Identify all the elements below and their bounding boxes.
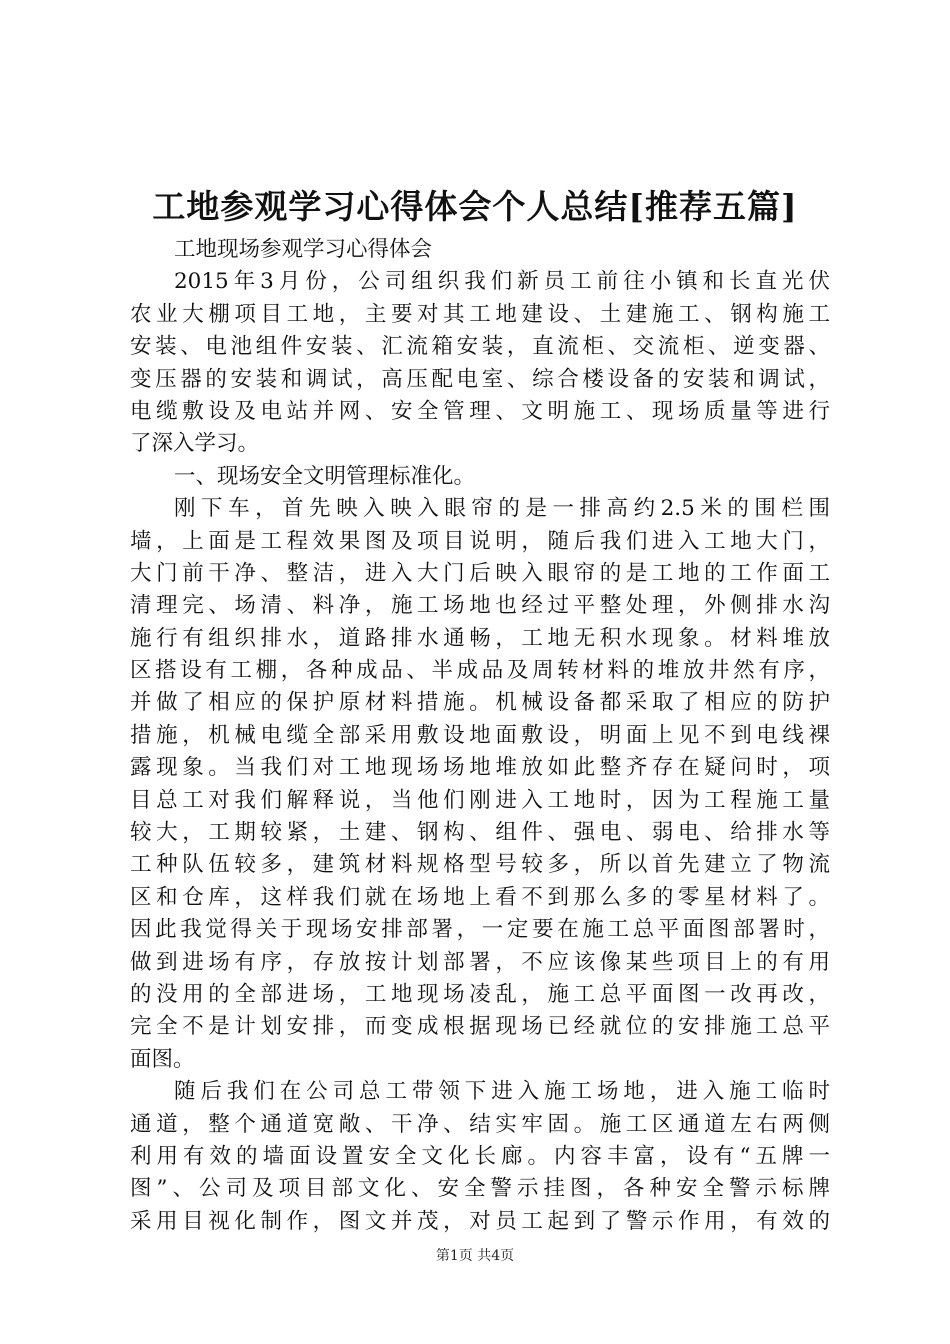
paragraph-line: 了深入学习。 xyxy=(130,431,260,457)
page-number: 第1页 共4页 xyxy=(435,1248,515,1264)
paragraph-line: 较大，工期较紧，土建、钢构、组件、强电、弱电、给排水等 xyxy=(130,820,830,846)
paragraph-line: 安装、电池组件安装、汇流箱安装，直流柜、交流柜、逆变器、 xyxy=(130,334,830,360)
section-heading: 一、现场安全文明管理标准化。 xyxy=(174,463,476,489)
paragraph-line: 目总工对我们解释说，当他们刚进入工地时，因为工程施工量 xyxy=(130,787,830,813)
paragraph-line: 做到进场有序，存放按计划部署，不应该像某些项目上的有用 xyxy=(130,949,830,975)
paragraph-line: 区和仓库，这样我们就在场地上看不到那么多的零星材料了。 xyxy=(130,884,830,910)
document-title: 工地参观学习心得体会个人总结[推荐五篇] xyxy=(152,187,798,226)
paragraph-line: 刚下车，首先映入映入眼帘的是一排高约2.5米的围栏围 xyxy=(174,496,830,522)
paragraph-line: 的没用的全部进场，工地现场凌乱，施工总平面图一改再改， xyxy=(130,981,830,1007)
paragraph-line: 大门前干净、整洁，进入大门后映入眼帘的是工地的工作面工 xyxy=(130,560,830,586)
paragraph-line: 利用有效的墙面设置安全文化长廊。内容丰富，设有“五牌一 xyxy=(130,1143,830,1169)
paragraph-line: 通道，整个通道宽敞、干净、结实牢固。施工区通道左右两侧 xyxy=(130,1111,830,1137)
paragraph-line: 图”、公司及项目部文化、安全警示挂图，各种安全警示标牌 xyxy=(130,1176,830,1202)
paragraph-line: 区搭设有工棚，各种成品、半成品及周转材料的堆放井然有序， xyxy=(130,658,830,684)
paragraph-line: 清理完、场清、料净，施工场地也经过平整处理，外侧排水沟 xyxy=(130,593,830,619)
paragraph-line: 随后我们在公司总工带领下进入施工场地，进入施工临时 xyxy=(174,1079,830,1105)
paragraph-line: 并做了相应的保护原材料措施。机械设备都采取了相应的防护 xyxy=(130,690,830,716)
section-heading: 工地现场参观学习心得体会 xyxy=(174,237,433,262)
paragraph-line: 2015年3月份，公司组织我们新员工前往小镇和长直光伏 xyxy=(174,269,830,295)
paragraph-line: 措施，机械电缆全部采用敷设地面敷设，明面上见不到电线裸 xyxy=(130,722,830,748)
document-body xyxy=(130,234,830,1238)
paragraph-line: 墙，上面是工程效果图及项目说明，随后我们进入工地大门， xyxy=(130,528,830,554)
paragraph-line: 变压器的安装和调试，高压配电室、综合楼设备的安装和调试， xyxy=(130,366,830,392)
paragraph-line: 面图。 xyxy=(130,1046,195,1072)
paragraph-line: 因此我觉得关于现场安排部署，一定要在施工总平面图部署时， xyxy=(130,917,830,943)
paragraph-line: 采用目视化制作，图文并茂，对员工起到了警示作用，有效的 xyxy=(130,1208,830,1234)
paragraph-line: 工种队伍较多，建筑材料规格型号较多，所以首先建立了物流 xyxy=(130,852,830,878)
paragraph-line: 完全不是计划安排，而变成根据现场已经就位的安排施工总平 xyxy=(130,1014,830,1040)
paragraph-line: 电缆敷设及电站并网、安全管理、文明施工、现场质量等进行 xyxy=(130,398,830,424)
paragraph-line: 施行有组织排水，道路排水通畅，工地无积水现象。材料堆放 xyxy=(130,625,830,651)
paragraph-line: 农业大棚项目工地，主要对其工地建设、土建施工、钢构施工 xyxy=(130,301,830,327)
paragraph-line: 露现象。当我们对工地现场场地堆放如此整齐存在疑问时，项 xyxy=(130,755,830,781)
